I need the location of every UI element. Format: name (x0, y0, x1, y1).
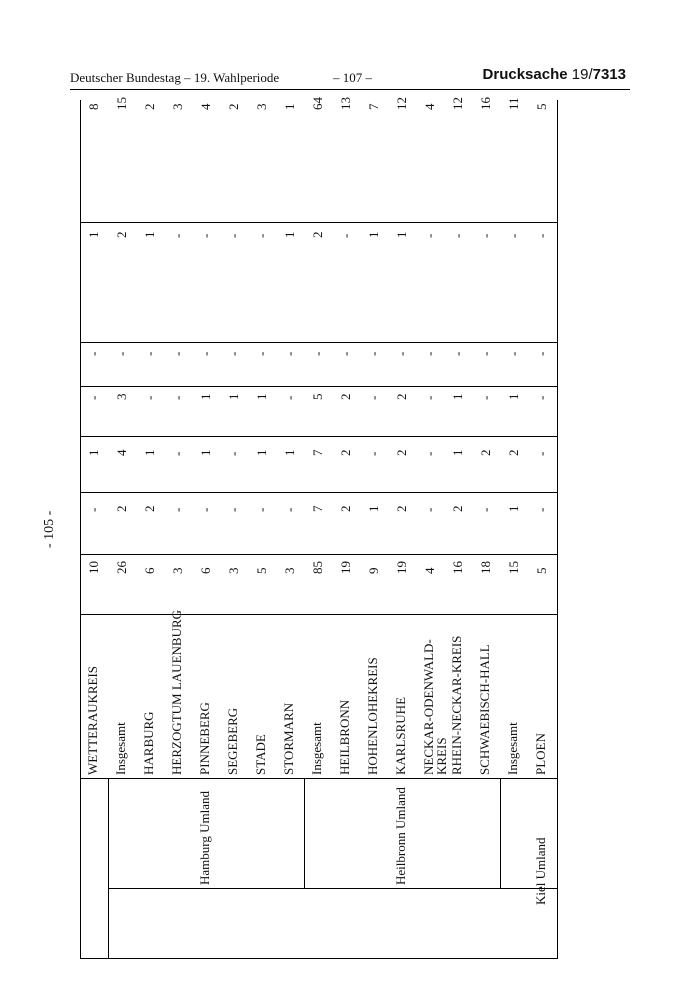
row-15-value-3-text: 1 (506, 393, 521, 400)
row-5-value-1-text: - (226, 507, 241, 512)
table-bottom-border (80, 958, 558, 959)
row-13-value-5-text: - (450, 233, 465, 238)
row-label-12-text: NECKAR-ODENWALD- (421, 639, 436, 775)
row-label-5-text: SEGEBERG (225, 707, 240, 775)
row-0-value-2-text: 1 (86, 449, 101, 456)
row-12-value-3-text: - (422, 395, 437, 400)
column-separator-1 (80, 554, 558, 555)
row-11-value-6-text: 12 (394, 97, 409, 110)
row-1-value-5-text: 2 (114, 231, 129, 238)
region-boundary-3 (500, 778, 501, 888)
row-label-1-text: Insgesamt (113, 722, 128, 775)
row-9-value-6-text: 13 (338, 97, 353, 110)
row-6-value-4-text: - (254, 351, 269, 356)
row-0-value-0-text: 10 (86, 561, 101, 574)
row-2-value-6-text: 2 (142, 103, 157, 110)
row-7-value-3-text: - (282, 395, 297, 400)
region-column-divider (108, 888, 557, 889)
row-9-value-4-text: - (338, 351, 353, 356)
row-14-value-5-text: - (478, 233, 493, 238)
row-8-value-0-text: 85 (310, 561, 325, 574)
table-right-border (557, 100, 558, 958)
row-0-value-1-text: - (86, 507, 101, 512)
row-6-value-6-text: 3 (254, 103, 269, 110)
row-7-value-1-text: - (282, 507, 297, 512)
region-label-2-text: Kiel Umland (533, 837, 548, 905)
row-8-value-3-text: 5 (310, 393, 325, 400)
row-1-value-4-text: - (114, 351, 129, 356)
row-13-value-0-text: 16 (450, 561, 465, 574)
row-0-value-5-text: 1 (86, 231, 101, 238)
row-8-value-5-text: 2 (310, 231, 325, 238)
row-2-value-0-text: 6 (142, 567, 157, 574)
row-9-value-1-text: 2 (338, 505, 353, 512)
header-document-number (483, 66, 626, 83)
row-3-value-3-text: - (170, 395, 185, 400)
header-doc-num-part1: 19/ (571, 66, 593, 83)
row-11-value-1-text: 2 (394, 505, 409, 512)
row-5-value-5-text: - (226, 233, 241, 238)
label-column-separator (80, 778, 558, 779)
row-12-value-6-text: 4 (422, 103, 437, 110)
row-10-value-0-text: 9 (366, 567, 381, 574)
row-3-value-2-text: - (170, 451, 185, 456)
row-12-value-2-text: - (422, 451, 437, 456)
row-16-value-2-text: - (534, 451, 549, 456)
row-14-value-2-text: 2 (478, 449, 493, 456)
row-4-value-5-text: - (198, 233, 213, 238)
header-rule (70, 89, 630, 90)
column-separator-0 (80, 614, 558, 615)
row-7-value-0-text: 3 (282, 567, 297, 574)
row-label-16-text: PLOEN (533, 733, 548, 775)
row-label-15-text: Insgesamt (505, 722, 520, 775)
row-7-value-6-text: 1 (282, 103, 297, 110)
row-5-value-0-text: 3 (226, 567, 241, 574)
row-12-value-1-text: - (422, 507, 437, 512)
row-4-value-4-text: - (198, 351, 213, 356)
row-9-value-0-text: 19 (338, 561, 353, 574)
row-14-value-3-text: - (478, 395, 493, 400)
row-label-0-text: WETTERAUKREIS (85, 665, 100, 775)
row-11-value-4-text: - (394, 351, 409, 356)
row-10-value-4-text: - (366, 351, 381, 356)
row-0-value-3-text: - (86, 395, 101, 400)
row-15-value-0-text: 15 (506, 561, 521, 574)
row-4-value-0-text: 6 (198, 567, 213, 574)
header-page-number: – 107 – (333, 70, 372, 85)
row-10-value-1-text: 1 (366, 505, 381, 512)
row-6-value-5-text: - (254, 233, 269, 238)
row-label-13-text: RHEIN-NECKAR-KREIS (449, 635, 464, 775)
row-11-value-3-text: 2 (394, 393, 409, 400)
row-14-value-4-text: - (478, 351, 493, 356)
row-15-value-2-text: 2 (506, 449, 521, 456)
row-label-2-text: HARBURG (141, 711, 156, 775)
row-4-value-6-text: 4 (198, 103, 213, 110)
row-14-value-6-text: 16 (478, 97, 493, 110)
region-boundary-1 (108, 778, 109, 958)
region-label-1-text: Heilbronn Umland (393, 787, 408, 885)
row-13-value-1-text: 2 (450, 505, 465, 512)
row-3-value-5-text: - (170, 233, 185, 238)
row-9-value-2-text: 2 (338, 449, 353, 456)
row-label-3-text: HERZOGTUM LAUENBURG (169, 609, 184, 775)
rotated-page-label: - 105 - (42, 510, 57, 548)
header-drucksache-label: Drucksache (482, 66, 568, 83)
row-3-value-6-text: 3 (170, 103, 185, 110)
row-15-value-1-text: 1 (506, 505, 521, 512)
row-3-value-4-text: - (170, 351, 185, 356)
row-3-value-0-text: 3 (170, 567, 185, 574)
row-12-value-0-text: 4 (422, 567, 437, 574)
row-4-value-1-text: - (198, 507, 213, 512)
row-6-value-3-text: 1 (254, 393, 269, 400)
table-left-border (80, 100, 81, 958)
row-15-value-4-text: - (506, 351, 521, 356)
header-doc-num-part2: 7313 (592, 66, 626, 83)
row-15-value-6-text: 11 (506, 97, 521, 110)
row-label-9-text: HEILBRONN (337, 699, 352, 775)
row-8-value-1-text: 7 (310, 505, 325, 512)
row-10-value-5-text: 1 (366, 231, 381, 238)
column-separator-2 (80, 492, 558, 493)
row-14-value-1-text: - (478, 507, 493, 512)
row-label-10-text: HOHENLOHEKREIS (365, 657, 380, 775)
row-10-value-6-text: 7 (366, 103, 381, 110)
row-label-14-text: SCHWAEBISCH-HALL (477, 644, 492, 775)
row-1-value-2-text: 4 (114, 449, 129, 456)
row-9-value-3-text: 2 (338, 393, 353, 400)
column-separator-4 (80, 386, 558, 387)
row-8-value-6-text: 64 (310, 97, 325, 110)
row-2-value-5-text: 1 (142, 231, 157, 238)
row-1-value-1-text: 2 (114, 505, 129, 512)
row-4-value-2-text: 1 (198, 449, 213, 456)
row-1-value-0-text: 26 (114, 561, 129, 574)
row-16-value-5-text: - (534, 233, 549, 238)
row-2-value-1-text: 2 (142, 505, 157, 512)
row-16-value-3-text: - (534, 395, 549, 400)
row-11-value-2-text: 2 (394, 449, 409, 456)
header-publication: Deutscher Bundestag – 19. Wahlperiode (70, 70, 280, 85)
region-boundary-2 (304, 778, 305, 888)
column-separator-6 (80, 222, 558, 223)
row-7-value-5-text: 1 (282, 231, 297, 238)
row-4-value-3-text: 1 (198, 393, 213, 400)
row-7-value-2-text: 1 (282, 449, 297, 456)
row-5-value-2-text: - (226, 451, 241, 456)
row-0-value-6-text: 8 (86, 103, 101, 110)
row-1-value-3-text: 3 (114, 393, 129, 400)
row-0-value-4-text: - (86, 351, 101, 356)
row-13-value-6-text: 12 (450, 97, 465, 110)
row-13-value-2-text: 1 (450, 449, 465, 456)
row-11-value-0-text: 19 (394, 561, 409, 574)
row-9-value-5-text: - (338, 233, 353, 238)
row-13-value-3-text: 1 (450, 393, 465, 400)
row-7-value-4-text: - (282, 351, 297, 356)
row-label-11-text: KARLSRUHE (393, 696, 408, 775)
row-6-value-2-text: 1 (254, 449, 269, 456)
row-15-value-5-text: - (506, 233, 521, 238)
row-8-value-2-text: 7 (310, 449, 325, 456)
row-10-value-3-text: - (366, 395, 381, 400)
row-16-value-4-text: - (534, 351, 549, 356)
row-12-value-4-text: - (422, 351, 437, 356)
row-16-value-6-text: 5 (534, 103, 549, 110)
row-6-value-0-text: 5 (254, 567, 269, 574)
row-5-value-3-text: 1 (226, 393, 241, 400)
row-5-value-6-text: 2 (226, 103, 241, 110)
row-5-value-4-text: - (226, 351, 241, 356)
row-label-4-text: PINNEBERG (197, 702, 212, 775)
row-11-value-5-text: 1 (394, 231, 409, 238)
row-14-value-0-text: 18 (478, 561, 493, 574)
row-1-value-6-text: 15 (114, 97, 129, 110)
row-12-value-5-text: - (422, 233, 437, 238)
row-16-value-0-text: 5 (534, 567, 549, 574)
row-label-6-text: STADE (253, 734, 268, 775)
region-label-0-text: Hamburg Umland (197, 791, 212, 885)
row-13-value-4-text: - (450, 351, 465, 356)
row-6-value-1-text: - (254, 507, 269, 512)
row-16-value-1-text: - (534, 507, 549, 512)
row-label-7-text: STORMARN (281, 702, 296, 775)
row-8-value-4-text: - (310, 351, 325, 356)
row-10-value-2-text: - (366, 451, 381, 456)
row-2-value-2-text: 1 (142, 449, 157, 456)
column-separator-3 (80, 436, 558, 437)
row-2-value-4-text: - (142, 351, 157, 356)
row-label-8-text: Insgesamt (309, 722, 324, 775)
row-3-value-1-text: - (170, 507, 185, 512)
row-2-value-3-text: - (142, 395, 157, 400)
row-label2-12-text: KREIS (434, 737, 449, 775)
column-separator-5 (80, 342, 558, 343)
